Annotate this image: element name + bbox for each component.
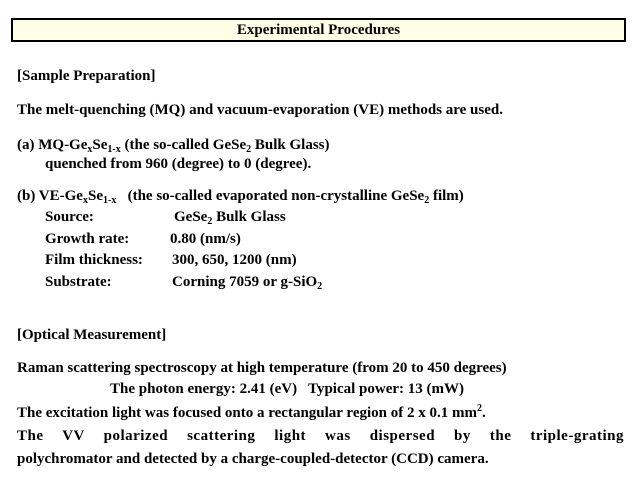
ve-substrate-value-a: Corning 7059 or g-SiO (172, 274, 318, 290)
ve-sub-1x: 1-x (102, 195, 117, 206)
vv-line-1: The VV polarized scattering light was dispersed by the triple-grating (17, 428, 624, 444)
excitation-sup: 2 (476, 403, 482, 414)
mq-quench-line: quenched from 960 (degree) to 0 (degree). (45, 156, 312, 172)
raman-line: Raman scattering spectroscopy at high temperature (from 20 to 450 degrees) (17, 360, 507, 376)
ve-source-value-sub: 2 (207, 216, 213, 227)
ve-row-thickness-label: Film thickness: (45, 252, 143, 268)
ve-substrate-value-sub: 2 (317, 281, 323, 292)
ve-sub-x: x (82, 195, 88, 206)
ve-row-substrate-value (172, 273, 322, 291)
mq-sub-x: x (87, 144, 93, 155)
mq-item (17, 136, 330, 154)
ve-se: Se (87, 188, 103, 204)
ve-row-source-value (174, 208, 286, 226)
mq-prefix: (a) MQ-Ge (17, 137, 88, 153)
ve-source-value-a: GeSe (174, 209, 208, 225)
excitation-line (17, 404, 486, 422)
excitation-text: The excitation light was focused onto a rectangular region of 2 x 0.1 mm (17, 405, 477, 421)
photon-energy-line: The photon energy: 2.41 (eV) Typical power: 13 (mW) (110, 381, 464, 397)
ve-row-growth-label: Growth rate: (45, 231, 130, 247)
excitation-period: . (481, 405, 486, 421)
mq-desc-a: (the so-called GeSe (120, 137, 247, 153)
ve-desc-a: (the so-called evaporated non-crystalline GeSe (116, 188, 425, 204)
ve-row-thickness-value: 300, 650, 1200 (nm) (172, 252, 297, 268)
ve-row-source-label: Source: (45, 209, 94, 225)
ve-row-substrate-label: Substrate: (45, 274, 112, 290)
sample-preparation-heading: [Sample Preparation] (17, 68, 156, 84)
mq-desc-sub: 2 (246, 144, 252, 155)
ve-source-value-b: Bulk Glass (212, 209, 286, 225)
ve-desc-sub: 2 (424, 195, 430, 206)
ve-item (17, 187, 464, 205)
ve-desc-b: film) (429, 188, 464, 204)
optical-measurement-heading: [Optical Measurement] (17, 327, 167, 343)
mq-sub-1x: 1-x (107, 144, 121, 155)
mq-desc-b: Bulk Glass) (251, 137, 330, 153)
mq-se: Se (92, 137, 108, 153)
vv-line-2: polychromator and detected by a charge-coupled-detector (CCD) camera. (17, 451, 489, 467)
ve-row-growth-value: 0.80 (nm/s) (170, 231, 241, 247)
title-box (11, 18, 626, 42)
ve-prefix: (b) VE-Ge (17, 188, 83, 204)
page-title: Experimental Procedures (236, 22, 401, 38)
methods-intro: The melt-quenching (MQ) and vacuum-evaporation (VE) methods are used. (17, 102, 503, 118)
